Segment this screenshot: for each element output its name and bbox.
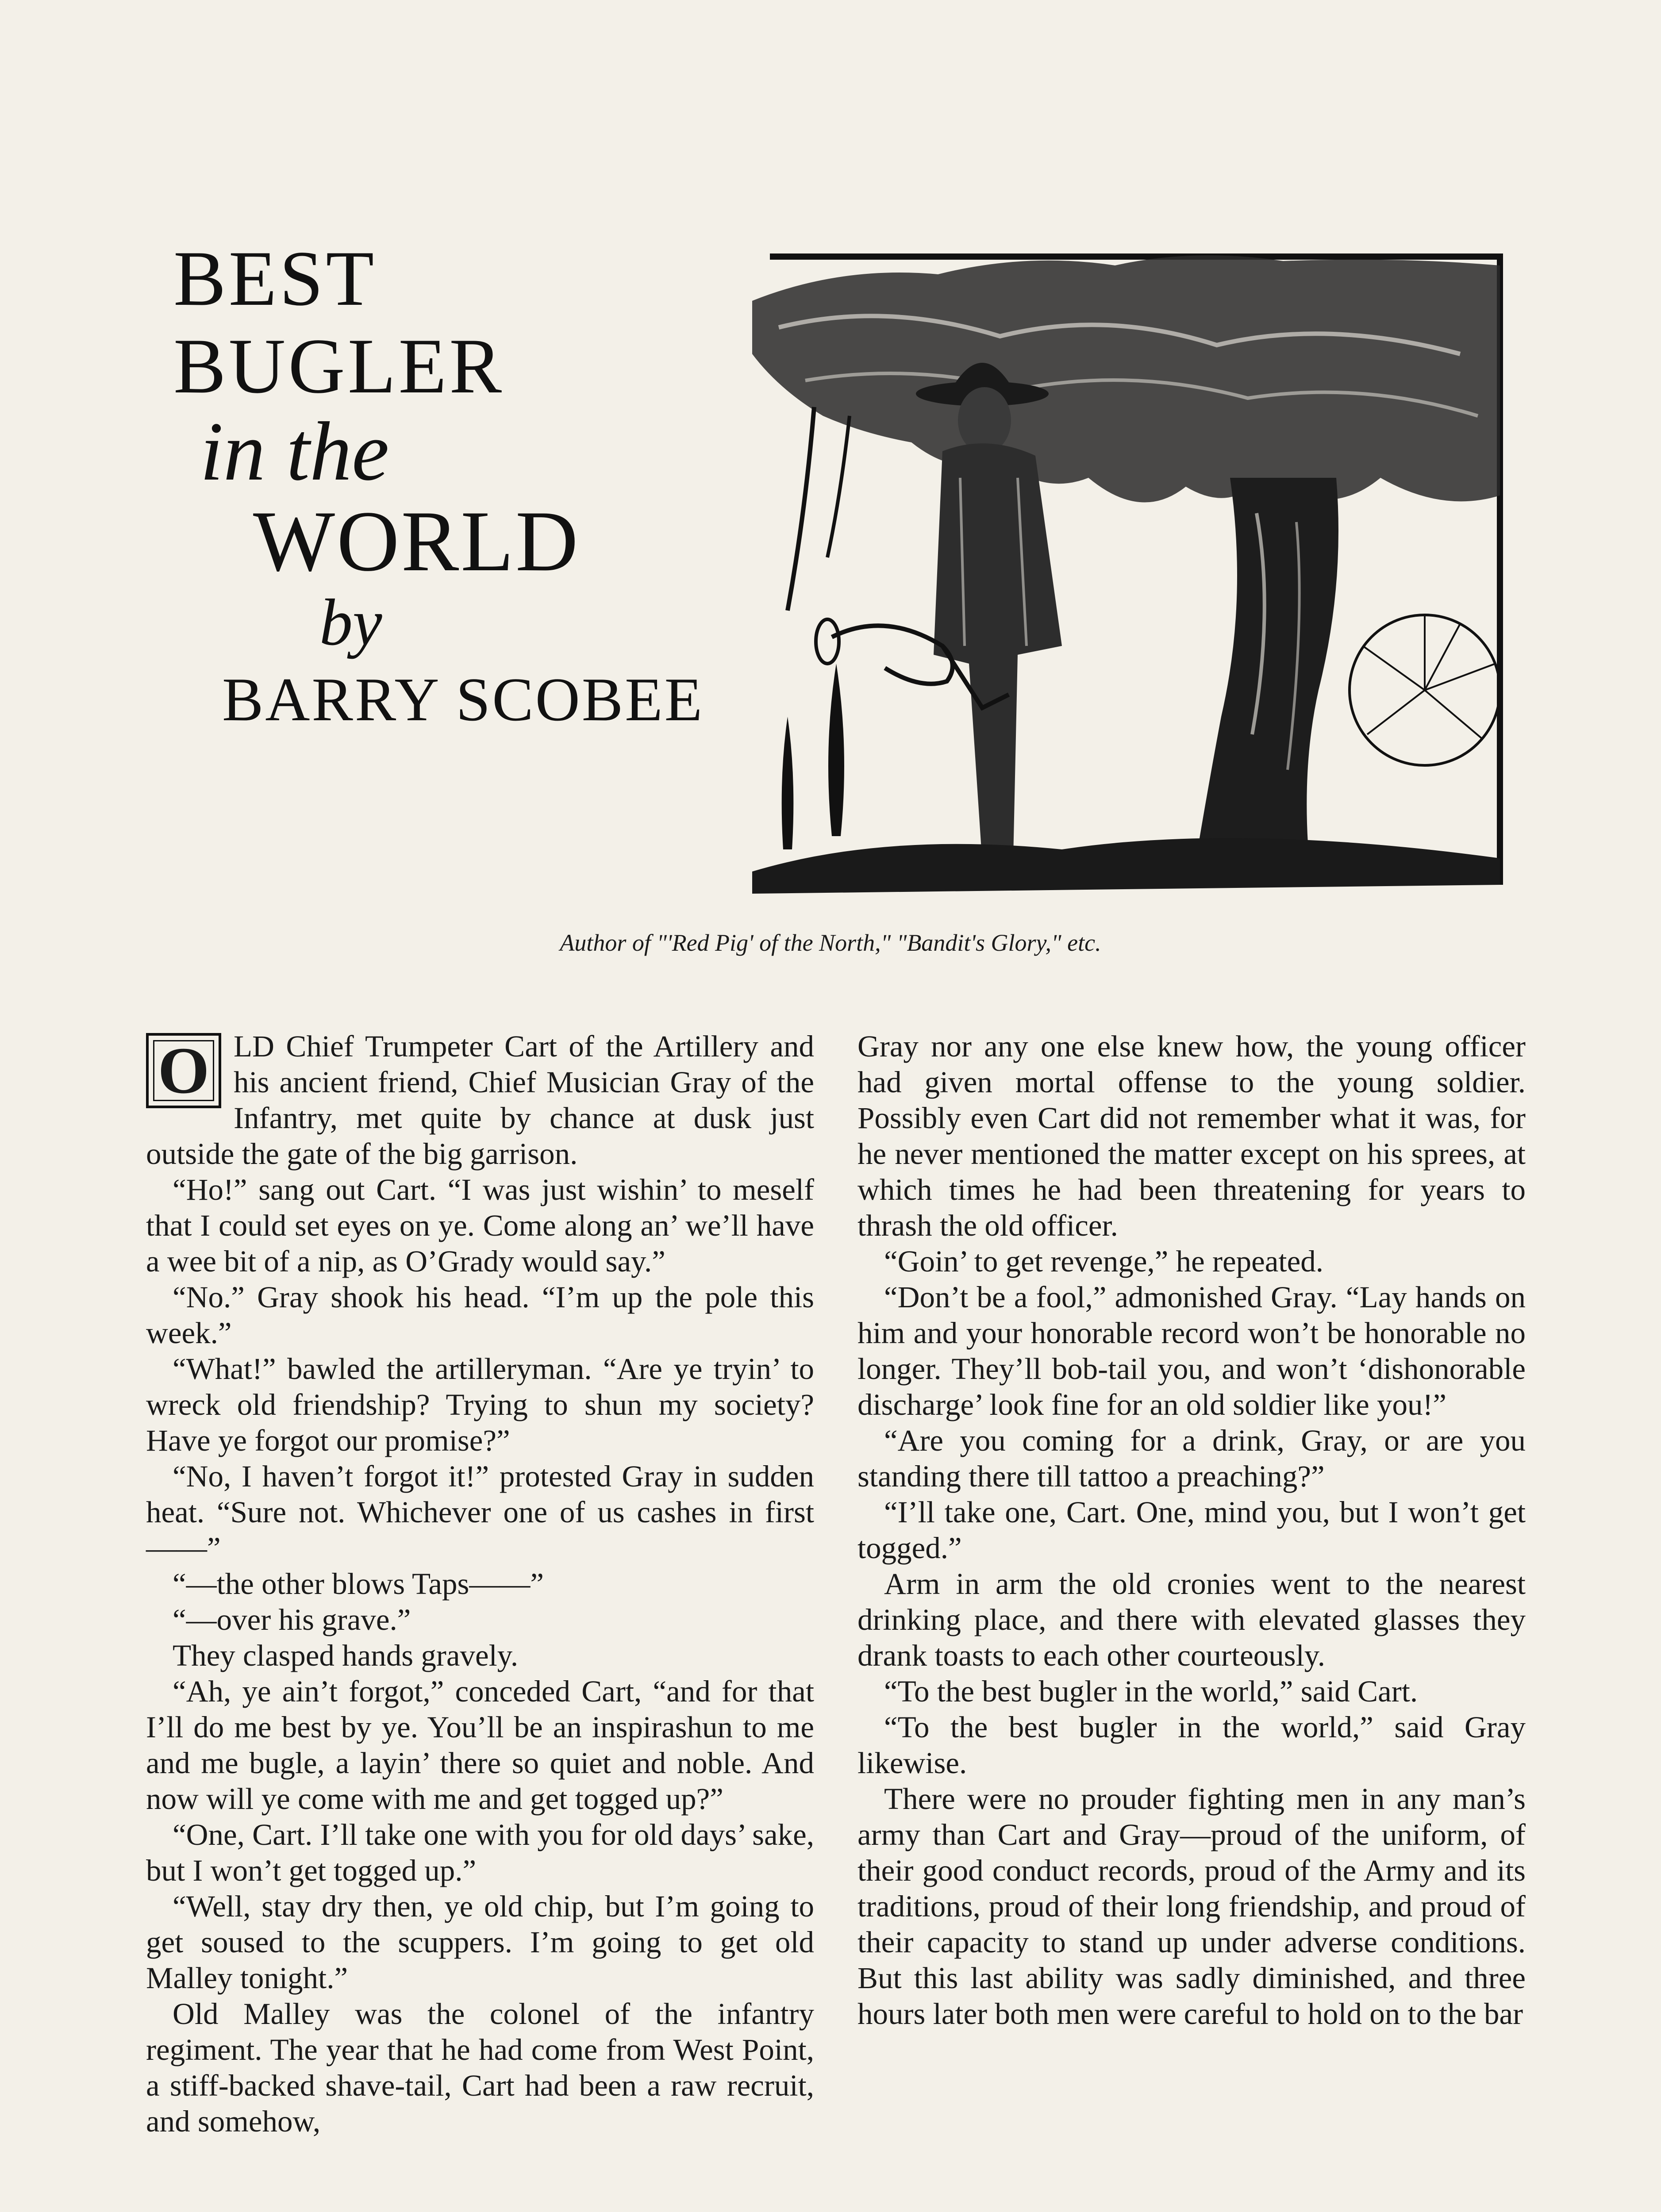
paragraph: Gray nor any one else knew how, the young officer had given mortal offense to the young soldier. Possibly even Cart did not remember what it was, for he never mentioned the matter except on his sprees, at which times he had been threatening for years to thrash the old officer. — [857, 1029, 1526, 1242]
title-line-world: WORLD — [253, 493, 580, 589]
paragraph: “Goin’ to get revenge,” he repeated. — [884, 1244, 1323, 1278]
paragraph: “To the best bugler in the world,” said Cart. — [884, 1674, 1418, 1708]
paragraph: They clasped hands gravely. — [173, 1639, 519, 1672]
paragraph: “What!” bawled the artilleryman. “Are ye tryin’ to wreck old friendship? Trying to shun my society? Have ye forgot our promise?” — [146, 1352, 814, 1457]
title-line-bugler: BUGLER — [173, 322, 504, 410]
paragraph: “One, Cart. I’ll take one with you for old days’ sake, but I won’t get togged up.” — [146, 1818, 814, 1887]
paragraph: LD Chief Trumpeter Cart of the Artillery and his ancient friend, Chief Musician Gray of the Infantry, met quite by chance at dusk just outside the gate of the big garrison. — [146, 1029, 814, 1171]
paragraph: “Well, stay dry then, ye old chip, but I’m going to get soused to the scuppers. I’m going to get old Malley tonight.” — [146, 1889, 814, 1995]
paragraph: Arm in arm the old cronies went to the nearest drinking place, and there with elevated glasses they drank toasts to each other courteously. — [857, 1567, 1526, 1672]
paragraph: “Are you coming for a drink, Gray, or are you standing there till tattoo a preaching?” — [857, 1424, 1526, 1493]
paragraph: There were no prouder fighting men in any man’s army than Cart and Gray—proud of the uniform, of their good conduct records, proud of the Army and its traditions, proud of their long friendship, and proud of their capacity to stand up under adverse conditions. But this last ability was sadly diminished, and three hours later both men were careful to hold on to the bar — [857, 1782, 1526, 2031]
paragraph: “I’ll take one, Cart. One, mind you, but I won’t get togged.” — [857, 1495, 1526, 1565]
story-title — [173, 234, 749, 734]
drop-cap: O — [146, 1033, 221, 1108]
byline-by: by — [319, 586, 382, 659]
paragraph: “No.” Gray shook his head. “I’m up the pole this week.” — [146, 1280, 814, 1350]
author-credits: Author of "'Red Pig' of the North," "Bandit's Glory," etc. — [560, 929, 1101, 956]
paragraph: “Ah, ye ain’t forgot,” conceded Cart, “and for that I’ll do me best by ye. You’ll be an inspirashun to me and me bugle, a layin’ there so quiet and noble. And now will ye come with me and get togged up?” — [146, 1674, 814, 1816]
title-line-in-the: in the — [200, 405, 389, 498]
paragraph: “—the other blows Taps——” — [173, 1567, 544, 1601]
paragraph: “To the best bugler in the world,” said Gray likewise. — [857, 1710, 1526, 1780]
paragraph: “—over his grave.” — [173, 1603, 411, 1636]
bugler-under-tree-icon — [752, 248, 1513, 898]
right-column — [857, 1029, 1526, 2032]
left-column — [146, 1029, 814, 2139]
paragraph: “No, I haven’t forgot it!” protested Gray in sudden heat. “Sure not. Whichever one of us cashes in first——” — [146, 1459, 814, 1565]
paragraph: “Don’t be a fool,” admonished Gray. “Lay hands on him and your honorable record won’t be honorable no longer. They’ll bob-tail you, and won’t ‘dishonorable discharge’ look fine for an old soldier like you!” — [857, 1280, 1526, 1421]
author-name: BARRY SCOBEE — [222, 665, 704, 734]
paragraph: Old Malley was the colonel of the infantry regiment. The year that he had come from West Point, a stiff-backed shave-tail, Cart had been a raw recruit, and somehow, — [146, 1997, 814, 2138]
title-line-best: BEST — [173, 234, 377, 322]
paragraph: “Ho!” sang out Cart. “I was just wishin’ to meself that I could set eyes on ye. Come along an’ we’ll have a wee bit of a nip, as O’Grady would say.” — [146, 1173, 814, 1278]
